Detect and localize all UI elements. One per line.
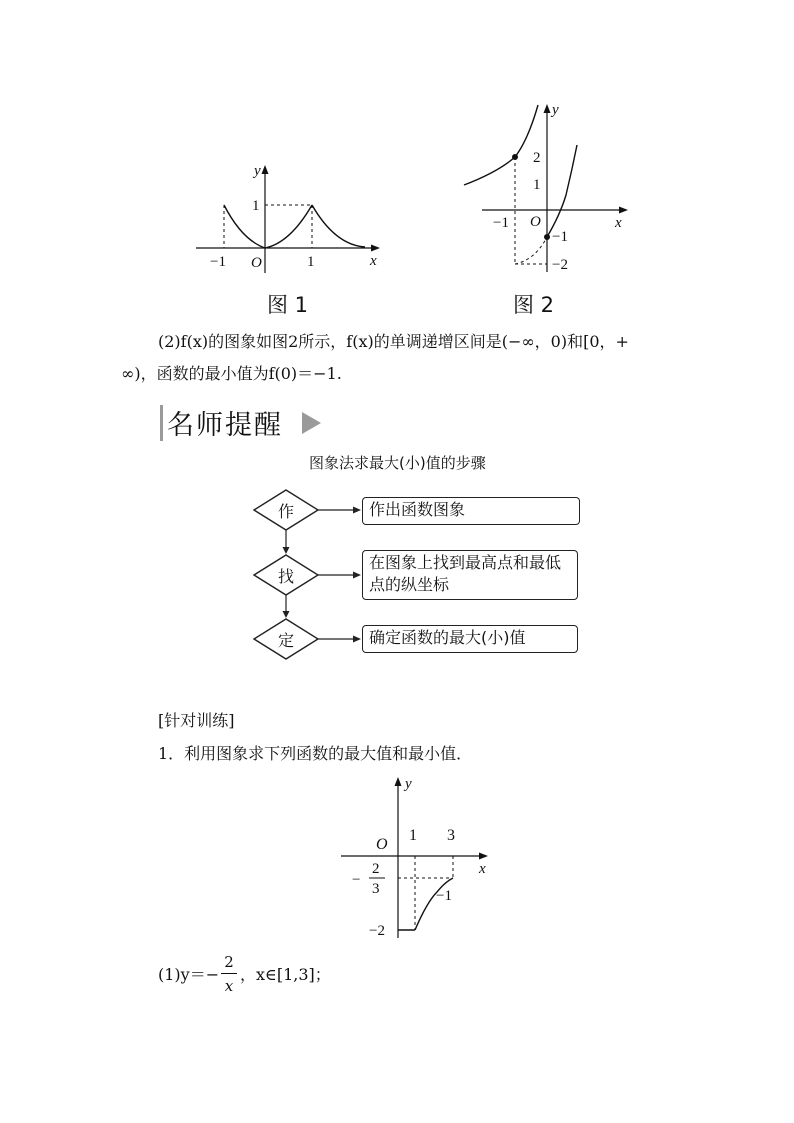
fig2-y-2: 2 xyxy=(533,150,541,166)
tip-title-bar xyxy=(160,405,163,441)
fig2-point-neg1-2 xyxy=(512,154,518,160)
fig2-curve-right xyxy=(547,145,577,237)
flow-step-2-key: 找 xyxy=(278,567,295,586)
fig1-y-label: y xyxy=(254,163,261,179)
fig2-origin-label: O xyxy=(530,214,541,230)
figure-1-graph xyxy=(190,155,390,275)
fig2-point-0-neg1 xyxy=(544,234,550,240)
figure-1-caption: 图 1 xyxy=(267,293,309,317)
fig2-y-neg1: −1 xyxy=(552,229,568,245)
fig1-value-1: 1 xyxy=(252,198,260,214)
fig2-tick-neg1: −1 xyxy=(493,215,509,231)
paragraph-line-1: (2)f(x)的图象如图2所示，f(x)的单调递增区间是(−∞，0)和[0，+ xyxy=(158,332,629,351)
flow-step-1-key: 作 xyxy=(278,502,295,521)
practice-frac-den: 3 xyxy=(372,881,380,897)
tip-title: 名师提醒 xyxy=(167,410,283,441)
paragraph-line-2: ∞)，函数的最小值为f(0)＝−1. xyxy=(121,364,342,383)
practice-frac-neg: − xyxy=(352,872,361,888)
fig1-tick-1: 1 xyxy=(307,254,315,270)
flow-step-3-box: 确定函数的最大(小)值 xyxy=(362,625,578,653)
subquestion-1-domain: ，x∈[1,3]； xyxy=(240,965,331,984)
practice-tick-1: 1 xyxy=(409,827,417,844)
practice-origin-label: O xyxy=(376,836,388,853)
fig2-y-1: 1 xyxy=(533,177,541,193)
practice-question-1: 1．利用图象求下列函数的最大值和最小值． xyxy=(158,744,473,763)
practice-header: [针对训练] xyxy=(158,711,235,730)
fig1-x-label: x xyxy=(370,253,377,269)
practice-frac-num: 2 xyxy=(372,861,380,877)
flow-title: 图象法求最大(小)值的步骤 xyxy=(309,454,486,472)
fig1-curve-right xyxy=(312,205,365,247)
subquestion-1-num: 2 xyxy=(224,953,234,971)
practice-val-neg1: −1 xyxy=(436,888,452,904)
practice-graph xyxy=(335,772,500,942)
fig1-origin-label: O xyxy=(251,255,262,271)
practice-y-label: y xyxy=(405,776,412,792)
fig1-curve-mid xyxy=(265,205,312,248)
practice-curve xyxy=(415,878,453,930)
figure-2-caption: 图 2 xyxy=(513,293,555,317)
fig2-curve-left xyxy=(464,105,538,185)
flow-step-2-box: 在图象上找到最高点和最低点的纵坐标 xyxy=(362,550,578,600)
figure-2-graph xyxy=(460,100,640,275)
flowchart-connectors xyxy=(245,485,365,670)
practice-x-label: x xyxy=(479,861,486,877)
subquestion-1-den: x xyxy=(224,977,234,995)
fig2-x-label: x xyxy=(615,215,622,231)
subquestion-1-prefix: (1)y＝− xyxy=(158,965,220,984)
practice-tick-3: 3 xyxy=(447,827,455,844)
flow-step-1-box: 作出函数图象 xyxy=(362,497,580,525)
fig2-y-label: y xyxy=(552,102,559,118)
flow-step-3-key: 定 xyxy=(278,631,295,650)
fig2-y-neg2: −2 xyxy=(552,257,568,273)
practice-val-neg2: −2 xyxy=(369,923,385,939)
fig1-tick-neg1: −1 xyxy=(210,254,226,270)
subquestion-1-fraction-bar xyxy=(221,973,237,974)
tip-arrow-icon xyxy=(302,412,321,434)
